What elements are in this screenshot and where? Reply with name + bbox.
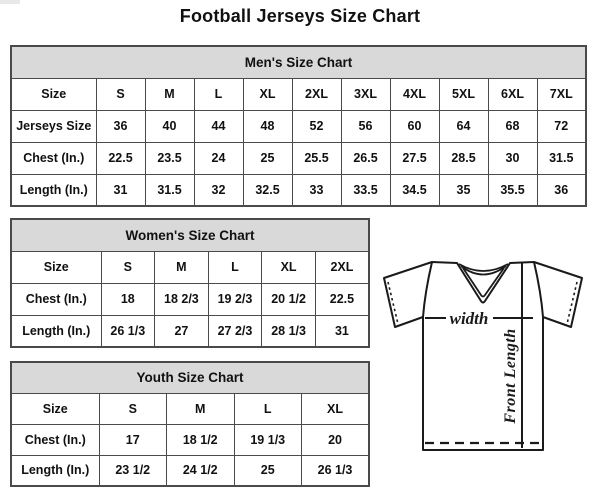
value-cell: 31.5 — [145, 174, 194, 206]
womens-table-row — [11, 283, 369, 315]
value-cell: 22.5 — [315, 283, 369, 315]
value-cell: 72 — [537, 110, 586, 142]
jersey-diagram-svg — [375, 252, 590, 457]
size-header-cell: 2XL — [315, 251, 369, 283]
value-cell: 32.5 — [243, 174, 292, 206]
value-cell: 34.5 — [390, 174, 439, 206]
size-header-cell: 5XL — [439, 78, 488, 110]
size-header-cell: S — [96, 78, 145, 110]
size-header-cell: L — [234, 393, 302, 424]
value-cell: 33.5 — [341, 174, 390, 206]
value-cell: 19 2/3 — [208, 283, 262, 315]
value-cell: 25 — [243, 142, 292, 174]
size-header-cell: 6XL — [488, 78, 537, 110]
value-cell: 24 1/2 — [167, 455, 235, 486]
youth-table-title: Youth Size Chart — [11, 362, 369, 393]
value-cell: 26 1/3 — [302, 455, 370, 486]
corner-artifact — [0, 0, 20, 4]
size-header-cell: L — [194, 78, 243, 110]
value-cell: 36 — [537, 174, 586, 206]
value-cell: 52 — [292, 110, 341, 142]
value-cell: 31.5 — [537, 142, 586, 174]
row-label-cell: Length (In.) — [11, 455, 99, 486]
value-cell: 20 1/2 — [262, 283, 316, 315]
value-cell: 23 1/2 — [99, 455, 167, 486]
value-cell: 44 — [194, 110, 243, 142]
size-header-cell: 7XL — [537, 78, 586, 110]
value-cell: 60 — [390, 110, 439, 142]
size-header-cell: XL — [302, 393, 370, 424]
value-cell: 28 1/3 — [262, 315, 316, 347]
size-header-cell: L — [208, 251, 262, 283]
value-cell: 23.5 — [145, 142, 194, 174]
value-cell: 18 — [101, 283, 155, 315]
value-cell: 17 — [99, 424, 167, 455]
value-cell: 25.5 — [292, 142, 341, 174]
value-cell: 30 — [488, 142, 537, 174]
value-cell: 19 1/3 — [234, 424, 302, 455]
page-title: Football Jerseys Size Chart — [179, 6, 421, 26]
size-header-cell: S — [101, 251, 155, 283]
value-cell: 26.5 — [341, 142, 390, 174]
value-cell: 68 — [488, 110, 537, 142]
size-header-cell: S — [99, 393, 167, 424]
row-label-cell: Size — [11, 251, 101, 283]
value-cell: 27.5 — [390, 142, 439, 174]
value-cell: 31 — [96, 174, 145, 206]
mens-table-row — [11, 78, 586, 110]
value-cell: 31 — [315, 315, 369, 347]
mens-table-title: Men's Size Chart — [11, 46, 586, 78]
value-cell: 25 — [234, 455, 302, 486]
size-header-cell: 4XL — [390, 78, 439, 110]
row-label-cell: Size — [11, 78, 96, 110]
youth-size-chart-table — [10, 361, 370, 487]
size-header-cell: M — [155, 251, 209, 283]
value-cell: 27 2/3 — [208, 315, 262, 347]
value-cell: 32 — [194, 174, 243, 206]
row-label-cell: Chest (In.) — [11, 142, 96, 174]
womens-table-row — [11, 251, 369, 283]
size-header-cell: 3XL — [341, 78, 390, 110]
size-header-cell: M — [145, 78, 194, 110]
value-cell: 26 1/3 — [101, 315, 155, 347]
front-length-label: Front Length — [502, 328, 519, 424]
youth-table-row — [11, 393, 369, 424]
size-header-cell: XL — [262, 251, 316, 283]
value-cell: 33 — [292, 174, 341, 206]
womens-table-row — [11, 315, 369, 347]
size-header-cell: XL — [243, 78, 292, 110]
value-cell: 48 — [243, 110, 292, 142]
value-cell: 36 — [96, 110, 145, 142]
value-cell: 56 — [341, 110, 390, 142]
row-label-cell: Length (In.) — [11, 315, 101, 347]
value-cell: 22.5 — [96, 142, 145, 174]
size-header-cell: M — [167, 393, 235, 424]
row-label-cell: Size — [11, 393, 99, 424]
value-cell: 20 — [302, 424, 370, 455]
jersey-outline — [384, 262, 582, 450]
womens-size-chart-table — [10, 218, 370, 348]
value-cell: 24 — [194, 142, 243, 174]
mens-table-row — [11, 142, 586, 174]
jersey-measurement-diagram — [375, 252, 590, 457]
youth-table-row — [11, 455, 369, 486]
row-label-cell: Jerseys Size — [11, 110, 96, 142]
value-cell: 28.5 — [439, 142, 488, 174]
row-label-cell: Length (In.) — [11, 174, 96, 206]
value-cell: 18 1/2 — [167, 424, 235, 455]
value-cell: 27 — [155, 315, 209, 347]
size-header-cell: 2XL — [292, 78, 341, 110]
width-label: width — [449, 309, 489, 328]
value-cell: 35 — [439, 174, 488, 206]
womens-table-title: Women's Size Chart — [11, 219, 369, 251]
value-cell: 40 — [145, 110, 194, 142]
mens-size-chart-table — [10, 45, 587, 207]
mens-table-row — [11, 174, 586, 206]
value-cell: 18 2/3 — [155, 283, 209, 315]
row-label-cell: Chest (In.) — [11, 283, 101, 315]
value-cell: 64 — [439, 110, 488, 142]
youth-table-row — [11, 424, 369, 455]
mens-table-row — [11, 110, 586, 142]
value-cell: 35.5 — [488, 174, 537, 206]
row-label-cell: Chest (In.) — [11, 424, 99, 455]
